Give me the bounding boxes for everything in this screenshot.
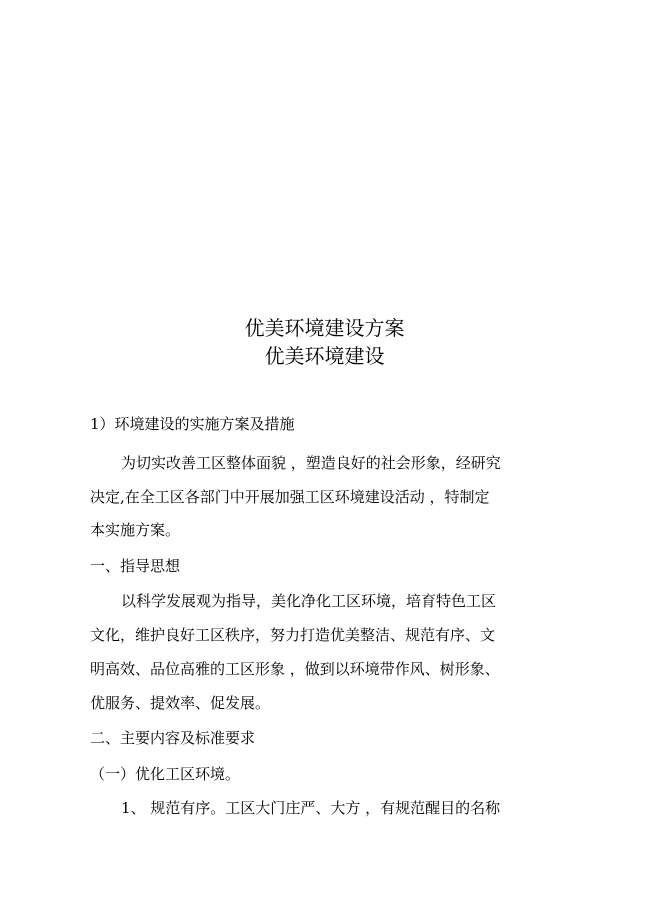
section-heading-guiding-thought: 一、指导思想 [90, 557, 181, 575]
list-item: 1、 规范有序。工区大门庄严、大方 ，有规范醒目的名称 [121, 799, 501, 817]
paragraph-line: 文化，维护良好工区秩序，努力打造优美整洁、规范有序、文 [90, 626, 496, 644]
paragraph-line: 以科学发展观为指导，美化净化工区环境，培育特色工区 [121, 592, 497, 610]
document-title-main: 优美环境建设方案 [244, 316, 405, 340]
subsection-heading-optimize-environment: （一）优化工区环境。 [90, 765, 241, 783]
section-heading-main-content: 二、主要内容及标准要求 [90, 729, 256, 747]
paragraph-line: 为切实改善工区整体面貌 ，塑造良好的社会形象，经研究 [121, 454, 501, 472]
paragraph-line: 本实施方案。 [90, 521, 181, 539]
document-title-sub: 优美环境建设 [264, 344, 385, 368]
paragraph-line: 明高效、品位高雅的工区形象 ，做到以环境带作风、树形象、 [90, 660, 500, 678]
section-heading-implementation: 1）环境建设的实施方案及措施 [90, 415, 295, 433]
paragraph-line: 决定,在全工区各部门中开展加强工区环境建设活动 ，特制定 [90, 488, 490, 506]
paragraph-line: 优服务、提效率、促发展。 [90, 694, 271, 712]
